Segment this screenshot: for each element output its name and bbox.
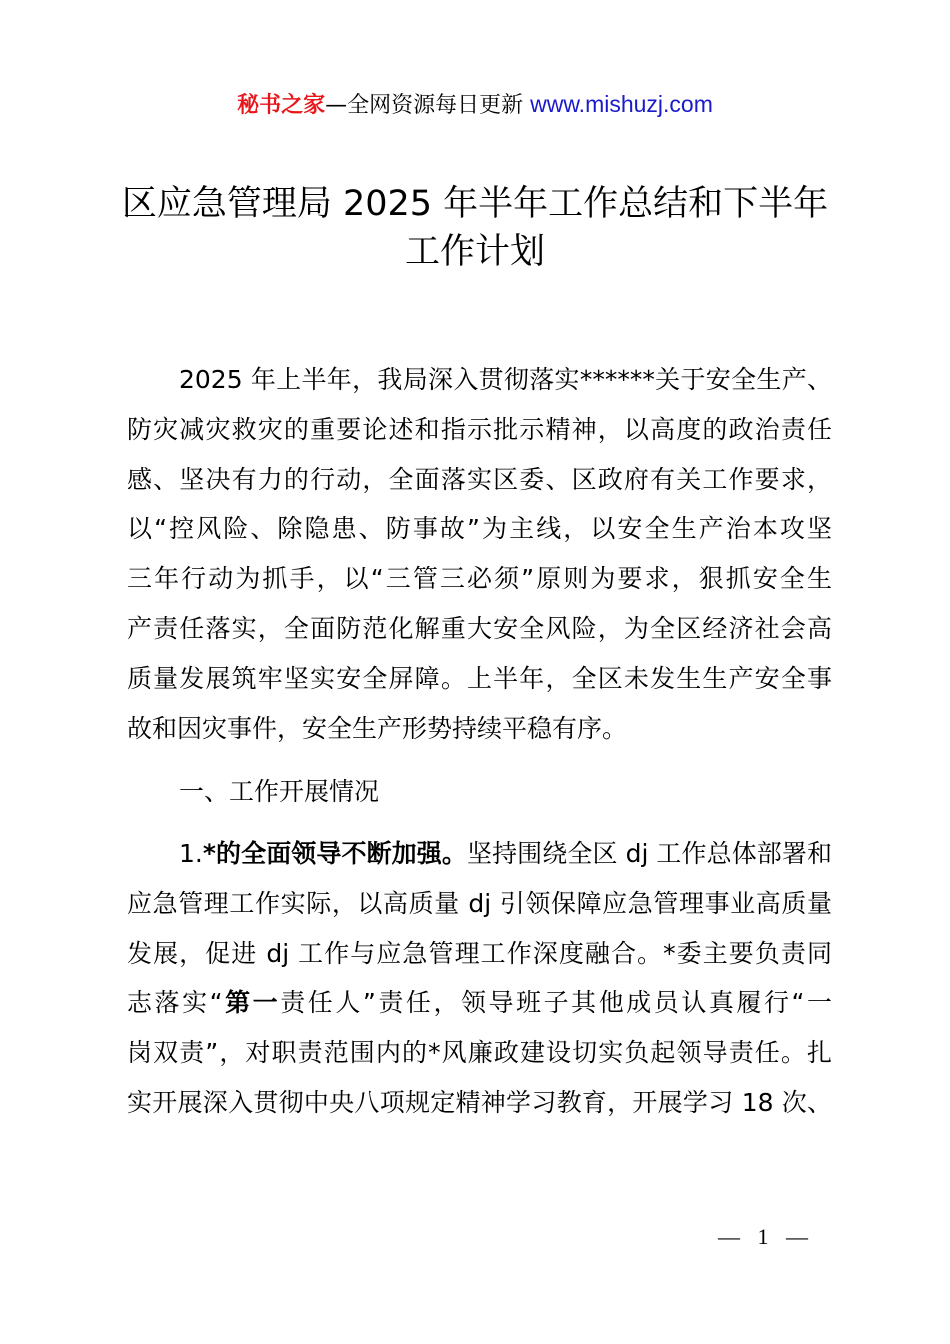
title-line-2: 工作计划	[404, 232, 545, 272]
intro-paragraph	[127, 355, 832, 753]
text-line	[127, 879, 832, 929]
text-line	[127, 355, 832, 405]
body-paragraph	[127, 829, 832, 1128]
text-segment: 发展，促进 dj 工作与应急管理工作深度融合。*委主要负责同	[127, 938, 832, 968]
text-segment: 以“控风险、除隐患、防事故”为主线，以安全生产治本攻坚	[127, 514, 832, 544]
text-line	[127, 929, 832, 979]
text-line	[127, 1078, 832, 1128]
text-segment: 感、坚决有力的行动，全面落实区委、区政府有关工作要求，	[127, 464, 832, 494]
text-segment: 产责任落实，全面防范化解重大安全风险，为全区经济社会高	[127, 613, 832, 643]
text-segment: 实开展深入贯彻中央八项规定精神学习教育，开展学习 18 次、	[127, 1087, 832, 1117]
text-line	[127, 829, 832, 879]
text-segment: 故和因灾事件，安全生产形势持续平稳有序。	[127, 713, 628, 743]
section-heading: 一、工作开展情况	[179, 777, 380, 806]
brand-name: 秘书之家	[237, 93, 326, 118]
text-line	[127, 978, 832, 1028]
bold-text: 第一	[222, 988, 281, 1018]
text-line	[127, 654, 832, 704]
page-number: — 1 —	[718, 1224, 814, 1249]
text-line	[127, 554, 832, 604]
text-segment: 质量发展筑牢坚实安全屏障。上半年，全区未发生生产安全事	[127, 663, 832, 693]
title-line-1: 区应急管理局 2025 年半年工作总结和下半年	[121, 184, 829, 224]
text-segment: 责任人”责任，领导班子其他成员认真履行“一	[280, 988, 833, 1018]
text-line	[127, 704, 832, 754]
banner-tagline: —全网资源每日更新	[325, 93, 531, 118]
text-line	[127, 455, 832, 505]
text-line	[127, 405, 832, 455]
banner-url-link[interactable]: www.mishuzj.com	[530, 91, 713, 117]
text-segment: 防灾减灾救灾的重要论述和指示批示精神，以高度的政治责任	[127, 414, 832, 444]
text-segment: 坚持围绕全区 dj 工作总体部署和	[466, 839, 832, 868]
document-title	[100, 180, 850, 276]
text-line	[127, 504, 832, 554]
text-line	[127, 1028, 832, 1078]
site-banner	[0, 88, 950, 122]
bold-text: *的全面领导不断加强。	[202, 839, 467, 868]
text-segment: 应急管理工作实际，以高质量 dj 引领保障应急管理事业高质量	[127, 888, 832, 918]
text-line	[127, 604, 832, 654]
text-segment: 1.	[179, 839, 203, 868]
text-segment: 三年行动为抓手，以“三管三必须”原则为要求，狠抓安全生	[127, 564, 832, 594]
text-segment: 志落实“	[127, 988, 223, 1018]
text-segment: 岗双责”，对职责范围内的*风廉政建设切实负起领导责任。扎	[127, 1038, 832, 1068]
text-segment: 2025 年上半年，我局深入贯彻落实******关于安全生产、	[179, 365, 832, 394]
